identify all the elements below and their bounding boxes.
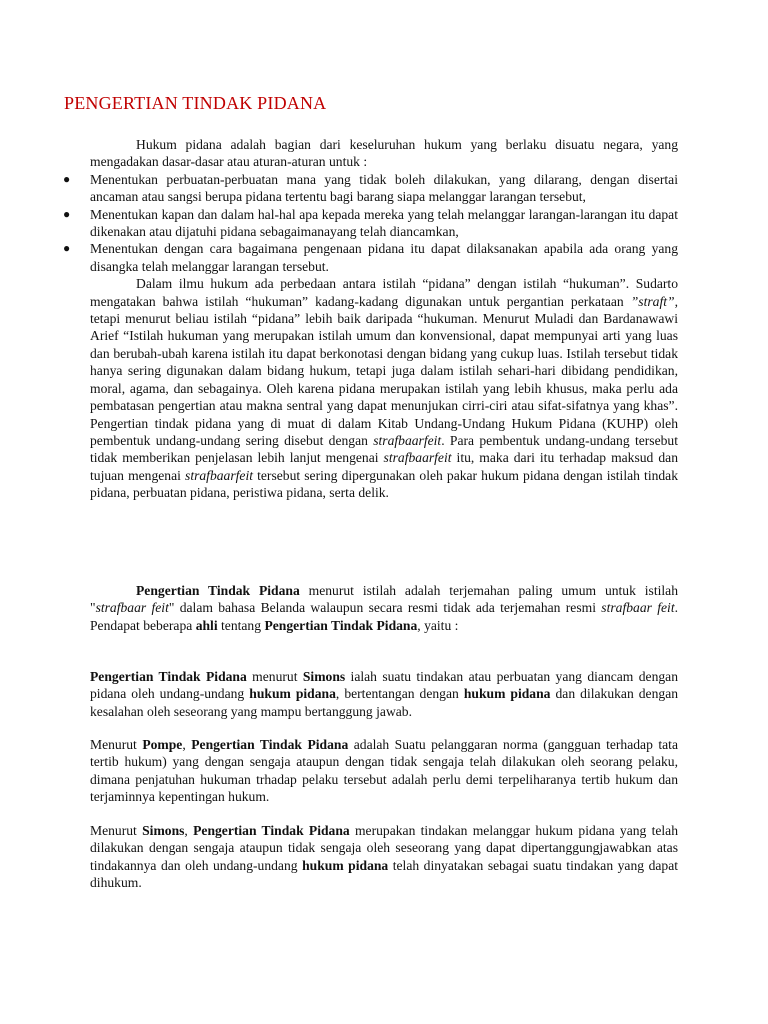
definition-simons-2 [90,822,678,892]
paragraph-simons-1: Pengertian Tindak Pidana menurut Simons ialah suatu tindakan atau perbuatan yang diancam dengan pidana oleh undang-undang hukum pidana, bertentangan dengan hukum pidana dan dilakukan dengan kesalahan oleh seseorang yang mampu bertanggung jawab. [90,669,679,719]
bullet-icon: ● [63,171,71,186]
bullet-icon: ● [63,241,71,256]
list-item [63,240,678,275]
list-item-text: Menentukan kapan dan dalam hal-hal apa kepada mereka yang telah melanggar larangan-larangan itu dapat dikenakan atau dijatuhi pidana sebagaimanayang telah diancamkan, [90,206,678,240]
definition-pompe [90,736,678,806]
list-item-text: Menentukan perbuatan-perbuatan mana yang tidak boleh dilakukan, yang dilarang, dengan disertai ancaman atau sangsi berupa pidana tertentu bagi barang siapa melanggar larangan tersebut, [90,171,678,205]
page-title: PENGERTIAN TINDAK PIDANA [64,93,327,113]
paragraph-definition-intro: Pengertian Tindak Pidana menurut istilah adalah terjemahan paling umum untuk istilah "strafbaar feit" dalam bahasa Belanda walaupun secara resmi tidak ada terjemahan resmi strafbaar feit. Pendapat beberapa ahli tentang Pengertian Tindak Pidana, yaitu : [90,583,678,633]
list-item [63,206,678,241]
list-item [63,171,678,206]
body-upper [63,136,679,502]
intro-paragraph: Hukum pidana adalah bagian dari keseluruhan hukum yang berlaku disuatu negara, yang mengadakan dasar-dasar atau aturan-aturan untuk : [90,137,678,170]
bullet-icon: ● [63,206,71,221]
paragraph-simons-2: Menurut Simons, Pengertian Tindak Pidana merupakan tindakan melanggar hukum pidana yang telah dilakukan dengan sengaja ataupun tidak sengaja oleh seseorang yang dapat dipertanggungjawabkan atas tindakannya dan oleh undang-undang hukum pidana telah dinyatakan sebagai suatu tindakan yang dapat dihukum. [90,823,679,891]
paragraph-pompe: Menurut Pompe, Pengertian Tindak Pidana adalah Suatu pelanggaran norma (gangguan terhadap tata tertib hukum) yang dengan sengaja ataupun dengan tidak sengaja telah dilakukan oleh seorang pelaku, dimana penjatuhan hukuman trhadap pelaku tersebut adalah perlu demi terpeliharanya tertib hukum dan terjaminnya kepentingan hukum. [90,737,678,805]
paragraph-pidana-hukuman: Dalam ilmu hukum ada perbedaan antara istilah “pidana” dengan istilah “hukuman”. Sudarto mengatakan bahwa istilah “hukuman” kadang-kadang digunakan untuk pergantian perkataan ”straft”, tetapi menurut beliau istilah “pidana” lebih baik daripada “hukuman. Menurut Muladi dan Bardanawawi Arief “Istilah hukuman yang merupakan istilah umum dan konvensional, dapat mempunyai arti yang luas dan berubah-ubah karena istilah itu dapat berkonotasi dengan bidang yang cukup luas. Istilah tersebut tidak hanya sering digunakan dalam bidang hukum, tetapi juga dalam istilah sehari-hari dibidang pendidikan, moral, agama, dan sebagainya. Oleh karena pidana merupakan istilah yang lebih khusus, maka perlu ada pembatasan pengertian atau makna sentral yang dapat menunjukan cirri-ciri atau sifat-sifatnya yang khas”. Pengertian tindak pidana yang di muat di dalam Kitab Undang-Undang Hukum Pidana (KUHP) oleh pembentuk undang-undang sering disebut dengan strafbaarfeit. Para pembentuk undang-undang tersebut tidak memberikan penjelasan lebih lanjut mengenai strafbaarfeit itu, maka dari itu terhadap maksud dan tujuan mengenai strafbaarfeit tersebut sering dipergunakan oleh pakar hukum pidana dengan istilah tindak pidana, perbuatan pidana, peristiwa pidana, serta delik. [90,276,679,501]
list-item-text: Menentukan dengan cara bagaimana pengenaan pidana itu dapat dilaksanakan apabila ada orang yang disangka telah melanggar larangan tersebut. [90,241,678,274]
definition-simons-1 [90,668,678,720]
body-definition [90,582,678,634]
